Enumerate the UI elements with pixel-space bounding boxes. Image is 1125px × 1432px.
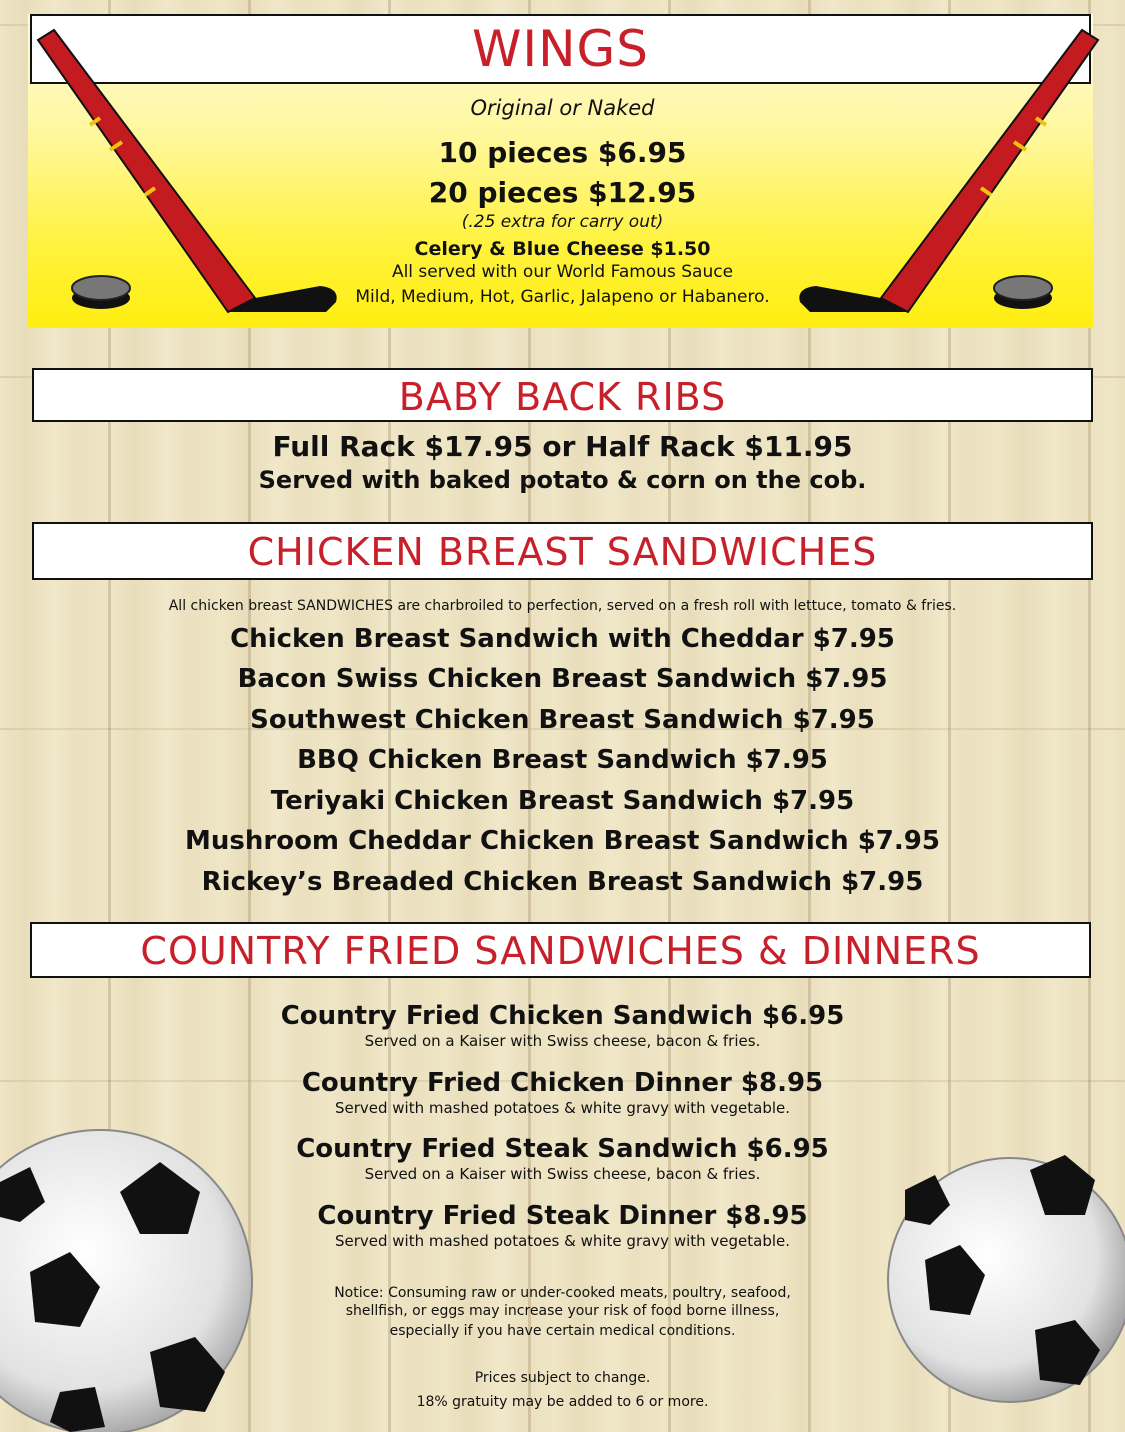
chicken-header [32, 522, 1093, 580]
wings-celery: Celery & Blue Cheese $1.50 [414, 238, 711, 260]
menu-item-description: Served on a Kaiser with Swiss cheese, bacon & fries. [364, 1165, 761, 1183]
menu-item-description: Served on a Kaiser with Swiss cheese, bacon & fries. [364, 1032, 761, 1050]
menu-item: Country Fried Steak Sandwich $6.95 [296, 1134, 829, 1164]
wings-price-10: 10 pieces $6.95 [438, 136, 687, 169]
menu-item: Chicken Breast Sandwich with Cheddar $7.95 [230, 624, 895, 654]
menu-item: Southwest Chicken Breast Sandwich $7.95 [250, 705, 875, 735]
menu-item-description: Served with mashed potatoes & white gravy with vegetable. [334, 1099, 791, 1117]
notice-line-3: especially if you have certain medical conditions. [389, 1323, 736, 1339]
chicken-intro: All chicken breast SANDWICHES are charbroiled to perfection, served on a fresh roll with lettuce, tomato & fries. [168, 598, 957, 614]
ribs-title: BABY BACK RIBS [398, 375, 727, 419]
menu-item: Teriyaki Chicken Breast Sandwich $7.95 [270, 786, 855, 816]
wings-style-line: Original or Naked [470, 96, 655, 120]
country-title: COUNTRY FRIED SANDWICHES & DINNERS [140, 929, 981, 973]
wings-flavors: Mild, Medium, Hot, Garlic, Jalapeno or Habanero. [355, 287, 770, 307]
wings-sauce-line: All served with our World Famous Sauce [391, 262, 734, 282]
menu-item: BBQ Chicken Breast Sandwich $7.95 [297, 745, 828, 775]
soccer-ball-icon-right [885, 1130, 1125, 1432]
ribs-header [32, 368, 1093, 422]
menu-item: Country Fried Steak Dinner $8.95 [317, 1201, 808, 1231]
ribs-served-line: Served with baked potato & corn on the cob. [258, 466, 867, 494]
notice-line-1: Notice: Consuming raw or under-cooked meats, poultry, seafood, [334, 1285, 791, 1301]
wings-title: WINGS [471, 20, 650, 78]
menu-item: Country Fried Chicken Sandwich $6.95 [280, 1001, 845, 1031]
chicken-title: CHICKEN BREAST SANDWICHES [247, 530, 878, 574]
menu-item-description: Served with mashed potatoes & white gravy with vegetable. [334, 1232, 791, 1250]
prices-note: Prices subject to change. [474, 1370, 651, 1386]
wings-price-20: 20 pieces $12.95 [428, 176, 697, 209]
menu-item: Bacon Swiss Chicken Breast Sandwich $7.95 [237, 664, 888, 694]
ribs-price-line: Full Rack $17.95 or Half Rack $11.95 [272, 430, 853, 463]
menu-item: Rickey’s Breaded Chicken Breast Sandwich $7.95 [201, 867, 924, 897]
menu-item: Country Fried Chicken Dinner $8.95 [301, 1068, 824, 1098]
soccer-ball-icon [0, 1122, 260, 1432]
country-header [30, 922, 1091, 978]
menu-item: Mushroom Cheddar Chicken Breast Sandwich $7.95 [185, 826, 940, 856]
gratuity-note: 18% gratuity may be added to 6 or more. [416, 1394, 709, 1410]
notice-line-2: shellfish, or eggs may increase your risk of food borne illness, [345, 1303, 780, 1319]
wings-carry-out: (.25 extra for carry out) [461, 212, 664, 232]
